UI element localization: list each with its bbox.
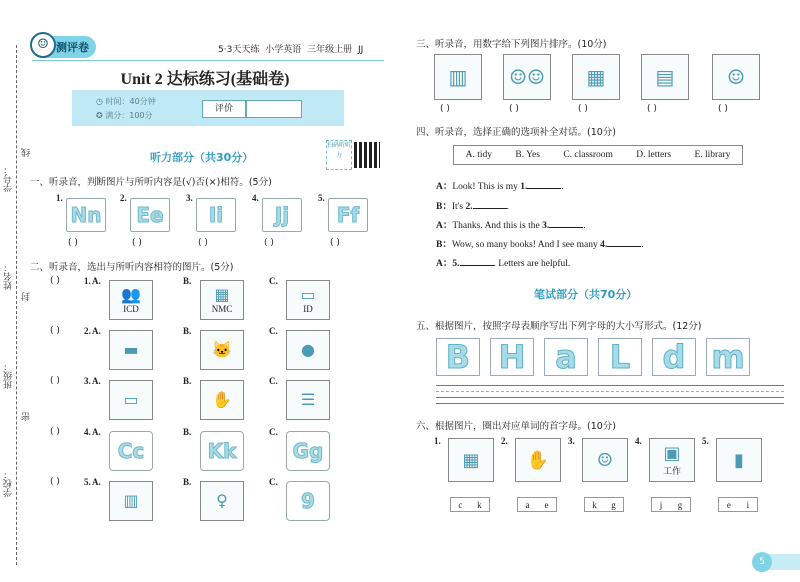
answer-parens[interactable]: ( ) <box>50 276 60 286</box>
choice-letter[interactable]: e <box>544 499 549 510</box>
clock-icon: ◷ <box>96 97 103 106</box>
order-parens[interactable]: ( ) <box>647 104 657 114</box>
picture-caption: NMC <box>211 304 233 314</box>
answer-parens[interactable]: ( ) <box>50 376 60 386</box>
school-building-icon: ▤ <box>655 65 675 89</box>
letter-choices <box>450 497 490 512</box>
choice-letter[interactable]: k <box>592 499 597 510</box>
answer-blank[interactable] <box>549 219 583 228</box>
margin-cut-mark: 密 <box>22 412 32 421</box>
chart-icon: ☰ <box>300 390 316 409</box>
answer-parens[interactable]: ( ) <box>50 427 60 437</box>
option-letter: B. <box>183 427 192 437</box>
row-number: 5. <box>84 477 91 487</box>
ordering-picture <box>641 54 689 100</box>
answer-parens[interactable]: ( ) <box>330 238 340 248</box>
item-number: 5. <box>702 436 709 446</box>
question-5-prompt: 五、根据图片，按照字母表顺序写出下列字母的大小写形式。(12分) <box>416 321 702 332</box>
writing-line[interactable] <box>436 385 784 386</box>
item-number: 4. <box>252 193 259 203</box>
writing-line[interactable] <box>436 403 784 404</box>
option-letter: C. <box>269 376 278 386</box>
picture-option[interactable]: Kk <box>200 431 244 471</box>
option-d: D. letters <box>636 150 672 160</box>
book-info <box>218 42 363 55</box>
question-6-prompt: 六、根据图片，圈出对应单词的首字母。(10分) <box>416 421 617 432</box>
answer-blank[interactable] <box>607 238 641 247</box>
picture-option[interactable]: Gg <box>286 431 330 471</box>
option-e: E. library <box>694 150 731 160</box>
answer-parens[interactable]: ( ) <box>132 238 142 248</box>
evaluation-label: 评价 <box>202 100 246 118</box>
picture-option[interactable] <box>200 481 244 521</box>
question-3-prompt: 三、听录音，用数字给下列图片排序。(10分) <box>416 39 607 50</box>
choice-letter[interactable]: e <box>726 499 731 510</box>
picture-option[interactable] <box>109 481 153 521</box>
question-4-prompt: 四、听录音，选择正确的选项补全对话。(10分) <box>416 127 617 138</box>
dialogue-line <box>436 255 570 269</box>
teacher-icon: ☺ <box>727 65 745 89</box>
word-picture <box>448 438 494 482</box>
option-letter: C. <box>269 477 278 487</box>
letter-choices <box>718 497 758 512</box>
word-picture <box>716 438 762 482</box>
dialogue-text: . <box>583 221 586 231</box>
option-letter: A. <box>92 477 101 487</box>
letter-choices <box>651 497 691 512</box>
dialogue-text: Thanks. And this is the <box>452 221 543 231</box>
letter-tile: a <box>544 338 588 376</box>
answer-parens[interactable]: ( ) <box>264 238 274 248</box>
picture-caption: ICD <box>123 304 139 314</box>
cat-icon: 🐱 <box>212 340 232 359</box>
row-number: 2. <box>84 326 91 336</box>
dialogue-text: Wow, so many books! And I see many <box>451 240 601 250</box>
picture-option[interactable] <box>200 280 244 320</box>
item-number: 5. <box>318 193 325 203</box>
margin-label-name: 姓名： <box>4 263 14 290</box>
answer-parens[interactable]: ( ) <box>198 238 208 248</box>
classroom-icon: ▦ <box>586 65 606 89</box>
star-icon: ✪ <box>96 111 103 120</box>
choice-letter[interactable]: j <box>659 499 663 510</box>
margin-cut-mark: 线 <box>22 148 32 157</box>
picture-option[interactable]: 9 <box>286 481 330 521</box>
dialogue-line <box>436 236 644 250</box>
choice-letter[interactable]: i <box>746 499 750 510</box>
option-letter: B. <box>183 477 192 487</box>
boys-talk-icon: ☺☺ <box>509 65 545 89</box>
picture-option[interactable] <box>286 330 330 370</box>
option-a: A. tidy <box>465 150 493 160</box>
bookshelf-icon: ▥ <box>123 491 139 510</box>
mascot-icon: ☺ <box>30 32 56 58</box>
binding-line <box>16 45 17 565</box>
girl-icon: ♀ <box>216 491 228 510</box>
answer-parens[interactable]: ( ) <box>68 238 78 248</box>
item-number: 2. <box>501 436 508 446</box>
margin-label-number: 学号： <box>4 165 14 192</box>
option-box <box>453 145 743 165</box>
grade-label: 三年级上册 <box>307 45 353 55</box>
option-letter: B. <box>183 276 192 286</box>
dialogue-line <box>436 198 509 212</box>
office-icon: ▣ <box>663 443 681 464</box>
apple-icon: ● <box>301 340 315 359</box>
option-letter: C. <box>269 276 278 286</box>
listening-section-title: 听力部分（共30分） <box>150 151 254 164</box>
dialogue-text: Look! This is my <box>452 182 521 192</box>
picture-option[interactable] <box>109 380 153 420</box>
option-letter: A. <box>92 326 101 336</box>
time-limit: ◷ 时间：40分钟 <box>96 97 156 106</box>
writing-section-title: 笔试部分（共70分） <box>534 288 638 301</box>
picture-option[interactable] <box>109 280 153 320</box>
choice-letter[interactable]: a <box>525 499 530 510</box>
item-number: 3. <box>186 193 193 203</box>
dialogue-text: It's <box>451 202 466 212</box>
speaker-label: A： <box>436 221 453 231</box>
margin-label-class: 班级： <box>4 362 14 389</box>
margin-label-school: 学校： <box>4 470 14 497</box>
option-letter: A. <box>92 276 101 286</box>
choice-letter[interactable]: k <box>477 499 482 510</box>
page-number: 5 <box>752 552 772 572</box>
blank-number: 3. <box>542 221 550 231</box>
id-card-icon: ▭ <box>300 285 316 304</box>
speaker-label: A： <box>436 259 453 269</box>
picture-option[interactable] <box>200 380 244 420</box>
letter-card: Nn <box>66 198 106 232</box>
ordering-picture <box>434 54 482 100</box>
picture-caption: 工作 <box>662 466 681 476</box>
writing-line[interactable] <box>436 391 784 392</box>
choice-letter[interactable]: c <box>458 499 463 510</box>
blank-number: 4. <box>600 240 608 250</box>
answer-blank[interactable] <box>527 180 561 189</box>
letter-tile: d <box>652 338 696 376</box>
dialogue-text: . Letters are helpful. <box>493 259 571 269</box>
ordering-picture <box>572 54 620 100</box>
item-number: 3. <box>568 436 575 446</box>
option-letter: B. <box>183 376 192 386</box>
speaker-label: B： <box>436 240 452 250</box>
badge-label: 测评卷 <box>56 41 89 54</box>
margin-cut-mark: 封 <box>22 292 32 301</box>
order-parens[interactable]: ( ) <box>509 104 519 114</box>
building-icon: ▦ <box>214 285 230 304</box>
answer-parens[interactable]: ( ) <box>50 326 60 336</box>
word-picture <box>582 438 628 482</box>
choice-letter[interactable]: g <box>611 499 616 510</box>
group-icon: 👥 <box>121 285 141 304</box>
order-parens[interactable]: ( ) <box>718 104 728 114</box>
speaker-label: A： <box>436 182 453 192</box>
letter-tile: B <box>436 338 480 376</box>
order-parens[interactable]: ( ) <box>578 104 588 114</box>
picture-option[interactable]: Cc <box>109 431 153 471</box>
answer-blank[interactable] <box>460 257 494 266</box>
row-number: 1. <box>84 276 91 286</box>
item-number: 1. <box>56 193 63 203</box>
full-score: ✪ 满分：100分 <box>96 111 153 120</box>
book-icon: ▬ <box>123 340 139 359</box>
option-letter: C. <box>269 427 278 437</box>
edition-label: JJ <box>357 45 364 55</box>
picture-option[interactable] <box>200 330 244 370</box>
letter-card: Ff <box>328 198 368 232</box>
evaluation-field[interactable] <box>246 100 302 118</box>
blank-number: 1. <box>520 182 528 192</box>
question-2-prompt: 二、听录音，选出与所听内容相符的图片。(5分) <box>30 262 234 273</box>
hands-icon: ✋ <box>526 449 550 471</box>
word-picture <box>649 438 695 482</box>
letter-card: Jj <box>262 198 302 232</box>
letter-tile: H <box>490 338 534 376</box>
test-badge <box>32 36 96 58</box>
letter-tile: L <box>598 338 642 376</box>
row-number: 3. <box>84 376 91 386</box>
qr-code-icon[interactable] <box>354 142 380 168</box>
subject-label: 小学英语 <box>265 45 302 55</box>
page-title: Unit 2 达标练习(基础卷) <box>120 71 290 88</box>
classroom-desks-icon: ▦ <box>462 449 480 471</box>
option-c: C. classroom <box>563 150 613 160</box>
row-number: 4. <box>84 427 91 437</box>
option-letter: B. <box>183 326 192 336</box>
blank-number: 2. <box>465 202 473 212</box>
picture-option[interactable] <box>286 280 330 320</box>
dialogue-text: . <box>561 182 564 192</box>
word-picture <box>515 438 561 482</box>
qr-caption: 扫码听听力 <box>326 140 352 170</box>
item-number: 4. <box>635 436 642 446</box>
header-divider <box>32 60 384 61</box>
option-letter: C. <box>269 326 278 336</box>
option-letter: A. <box>92 376 101 386</box>
ordering-picture <box>712 54 760 100</box>
item-number: 2. <box>120 193 127 203</box>
letter-card: Ii <box>196 198 236 232</box>
speaker-label: B： <box>436 202 452 212</box>
letter-tile: m <box>706 338 750 376</box>
answer-parens[interactable]: ( ) <box>50 477 60 487</box>
choice-letter[interactable]: g <box>677 499 683 510</box>
desk-icon: ▭ <box>123 390 139 409</box>
question-1-prompt: 一、听录音，判断图片与所听内容是(√)否(×)相符。(5分) <box>30 177 272 188</box>
picture-option[interactable] <box>109 330 153 370</box>
option-b: B. Yes <box>515 150 540 160</box>
boy-thumbs-icon: ☺ <box>596 449 614 471</box>
letter-choices <box>584 497 624 512</box>
answer-blank[interactable] <box>473 200 507 209</box>
dialogue-line <box>436 217 586 231</box>
letter-card: Ee <box>130 198 170 232</box>
ink-bottle-icon: ▮ <box>734 449 744 471</box>
item-number: 1. <box>434 436 441 446</box>
picture-caption: ID <box>303 304 313 314</box>
option-letter: A. <box>92 427 101 437</box>
dialogue-text: . <box>506 202 509 212</box>
library-icon: ▥ <box>448 65 468 89</box>
series-label: 5·3天天练 <box>218 45 260 55</box>
letter-choices <box>517 497 557 512</box>
dialogue-line <box>436 178 564 192</box>
writing-line[interactable] <box>436 397 784 398</box>
picture-option[interactable] <box>286 380 330 420</box>
blank-number: 5. <box>452 259 460 269</box>
info-box <box>72 90 344 126</box>
dialogue-text: . <box>641 240 644 250</box>
ordering-picture <box>503 54 551 100</box>
hands-icon: ✋ <box>212 390 232 409</box>
order-parens[interactable]: ( ) <box>440 104 450 114</box>
